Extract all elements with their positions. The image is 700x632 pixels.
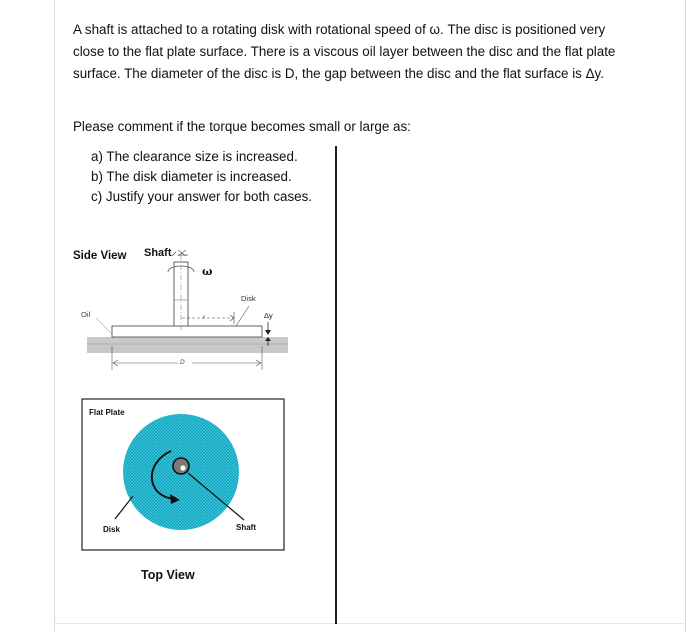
omega-label: ω — [202, 265, 213, 278]
flat-plate — [87, 337, 288, 353]
top-view-title: Top View — [141, 568, 195, 582]
side-shaft-label: Shaft — [144, 247, 172, 259]
radius-label: r — [203, 314, 206, 321]
top-shaft-hub — [173, 458, 189, 474]
question-c: c) Justify your answer for both cases. — [91, 189, 313, 204]
question-a: a) The clearance size is increased. — [91, 149, 298, 164]
side-disk — [112, 326, 262, 337]
top-shaft-label: Shaft — [236, 523, 256, 532]
gap-label: Δy — [264, 311, 273, 320]
top-disk-label: Disk — [103, 525, 120, 534]
side-disk-label: Disk — [241, 294, 256, 303]
diameter-label: D — [180, 359, 185, 366]
side-view-diagram — [87, 250, 288, 370]
question-intro: Please comment if the torque becomes small or large as: — [73, 119, 411, 134]
side-view-title: Side View — [73, 250, 127, 262]
flat-plate-label: Flat Plate — [89, 408, 125, 417]
question-b: b) The disk diameter is increased. — [91, 169, 292, 184]
oil-label: Oil — [81, 310, 91, 319]
problem-statement: A shaft is attached to a rotating disk with rotational speed of ω. The disc is positioned very close to the flat plate surface. There is a viscous oil layer between the disc and the flat plate surface. The diameter of the disc is D, the gap between the disc and the flat surface is Δy. — [73, 22, 616, 81]
